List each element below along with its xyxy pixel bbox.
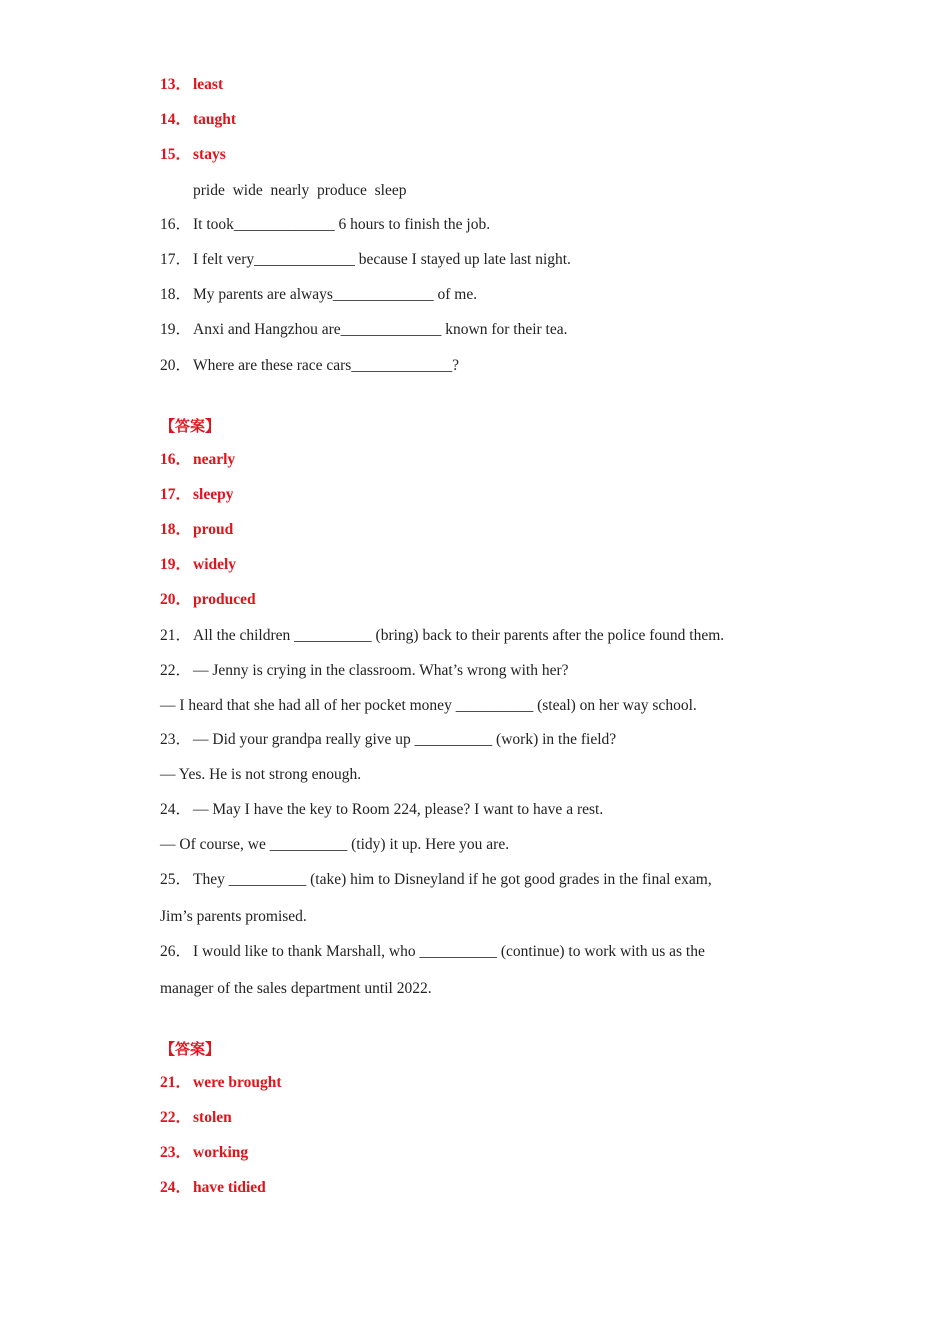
question-continuation: Jim’s parents promised. bbox=[160, 908, 307, 925]
answer-item bbox=[160, 555, 236, 575]
answer-item bbox=[160, 590, 256, 610]
answer-item bbox=[160, 145, 226, 165]
answer-text: stolen bbox=[193, 1109, 232, 1126]
answer-number: 21． bbox=[160, 1074, 192, 1091]
question-item bbox=[160, 626, 724, 646]
word-bank: pride wide nearly produce sleep bbox=[193, 182, 407, 199]
answer-number: 18． bbox=[160, 521, 192, 538]
question-text: Where are these race cars_____________? bbox=[193, 357, 459, 374]
answer-text: nearly bbox=[193, 451, 236, 468]
question-continuation: — Of course, we __________ (tidy) it up. Here you are. bbox=[160, 836, 510, 853]
question-item bbox=[160, 730, 616, 750]
question-text: I would like to thank Marshall, who __________ (continue) to work with us as the bbox=[193, 943, 705, 960]
question-continuation: — Yes. He is not strong enough. bbox=[160, 766, 362, 783]
answer-number: 24． bbox=[160, 1179, 192, 1196]
question-item bbox=[160, 942, 705, 962]
answer-text: working bbox=[193, 1144, 249, 1161]
question-number: 18． bbox=[160, 286, 192, 303]
answer-header: 【答案】 bbox=[160, 417, 221, 435]
answer-number: 13． bbox=[160, 76, 192, 93]
question-number: 17． bbox=[160, 251, 192, 268]
question-text: — May I have the key to Room 224, please? I want to have a rest. bbox=[193, 801, 604, 818]
question-number: 26． bbox=[160, 943, 192, 960]
answer-text: sleepy bbox=[193, 486, 234, 503]
answer-number: 15． bbox=[160, 146, 192, 163]
question-text: Anxi and Hangzhou are_____________ known for their tea. bbox=[193, 321, 568, 338]
question-number: 21． bbox=[160, 627, 192, 644]
question-number: 20． bbox=[160, 357, 192, 374]
answer-number: 23． bbox=[160, 1144, 192, 1161]
answer-text: produced bbox=[193, 591, 256, 608]
answer-text: stays bbox=[193, 146, 226, 163]
answer-item bbox=[160, 520, 233, 540]
answer-number: 19． bbox=[160, 556, 192, 573]
question-text: I felt very_____________ because I stayed up late last night. bbox=[193, 251, 571, 268]
answer-number: 22． bbox=[160, 1109, 192, 1126]
answer-text: have tidied bbox=[193, 1179, 266, 1196]
question-text: It took_____________ 6 hours to finish the job. bbox=[193, 216, 491, 233]
answer-text: widely bbox=[193, 556, 237, 573]
question-text: All the children __________ (bring) back to their parents after the police found them. bbox=[193, 627, 725, 644]
answer-item bbox=[160, 1108, 232, 1128]
question-item bbox=[160, 320, 568, 340]
question-continuation: — I heard that she had all of her pocket money __________ (steal) on her way school. bbox=[160, 697, 697, 714]
answer-item bbox=[160, 1143, 248, 1163]
answer-number: 17． bbox=[160, 486, 192, 503]
answer-item bbox=[160, 1178, 266, 1198]
answer-header: 【答案】 bbox=[160, 1040, 221, 1058]
question-number: 24． bbox=[160, 801, 192, 818]
answer-number: 20． bbox=[160, 591, 192, 608]
question-item bbox=[160, 285, 477, 305]
answer-item bbox=[160, 450, 235, 470]
question-item bbox=[160, 870, 712, 890]
answer-number: 16． bbox=[160, 451, 192, 468]
question-text: My parents are always_____________ of me. bbox=[193, 286, 478, 303]
question-item bbox=[160, 356, 459, 376]
question-number: 22． bbox=[160, 662, 192, 679]
answer-text: least bbox=[193, 76, 224, 93]
question-number: 23． bbox=[160, 731, 192, 748]
question-item bbox=[160, 250, 571, 270]
question-number: 16． bbox=[160, 216, 192, 233]
question-item bbox=[160, 661, 569, 681]
question-number: 25． bbox=[160, 871, 192, 888]
question-text: — Did your grandpa really give up __________ (work) in the field? bbox=[193, 731, 617, 748]
answer-item bbox=[160, 75, 223, 95]
question-text: — Jenny is crying in the classroom. What’s wrong with her? bbox=[193, 662, 569, 679]
question-number: 19． bbox=[160, 321, 192, 338]
answer-item bbox=[160, 110, 236, 130]
answer-item bbox=[160, 485, 233, 505]
question-item bbox=[160, 215, 490, 235]
answer-number: 14． bbox=[160, 111, 192, 128]
answer-text: were brought bbox=[193, 1074, 282, 1091]
question-item bbox=[160, 800, 603, 820]
question-text: They __________ (take) him to Disneyland if he got good grades in the final exam, bbox=[193, 871, 712, 888]
answer-text: taught bbox=[193, 111, 237, 128]
question-continuation: manager of the sales department until 2022. bbox=[160, 980, 432, 997]
answer-text: proud bbox=[193, 521, 234, 538]
answer-item bbox=[160, 1073, 282, 1093]
